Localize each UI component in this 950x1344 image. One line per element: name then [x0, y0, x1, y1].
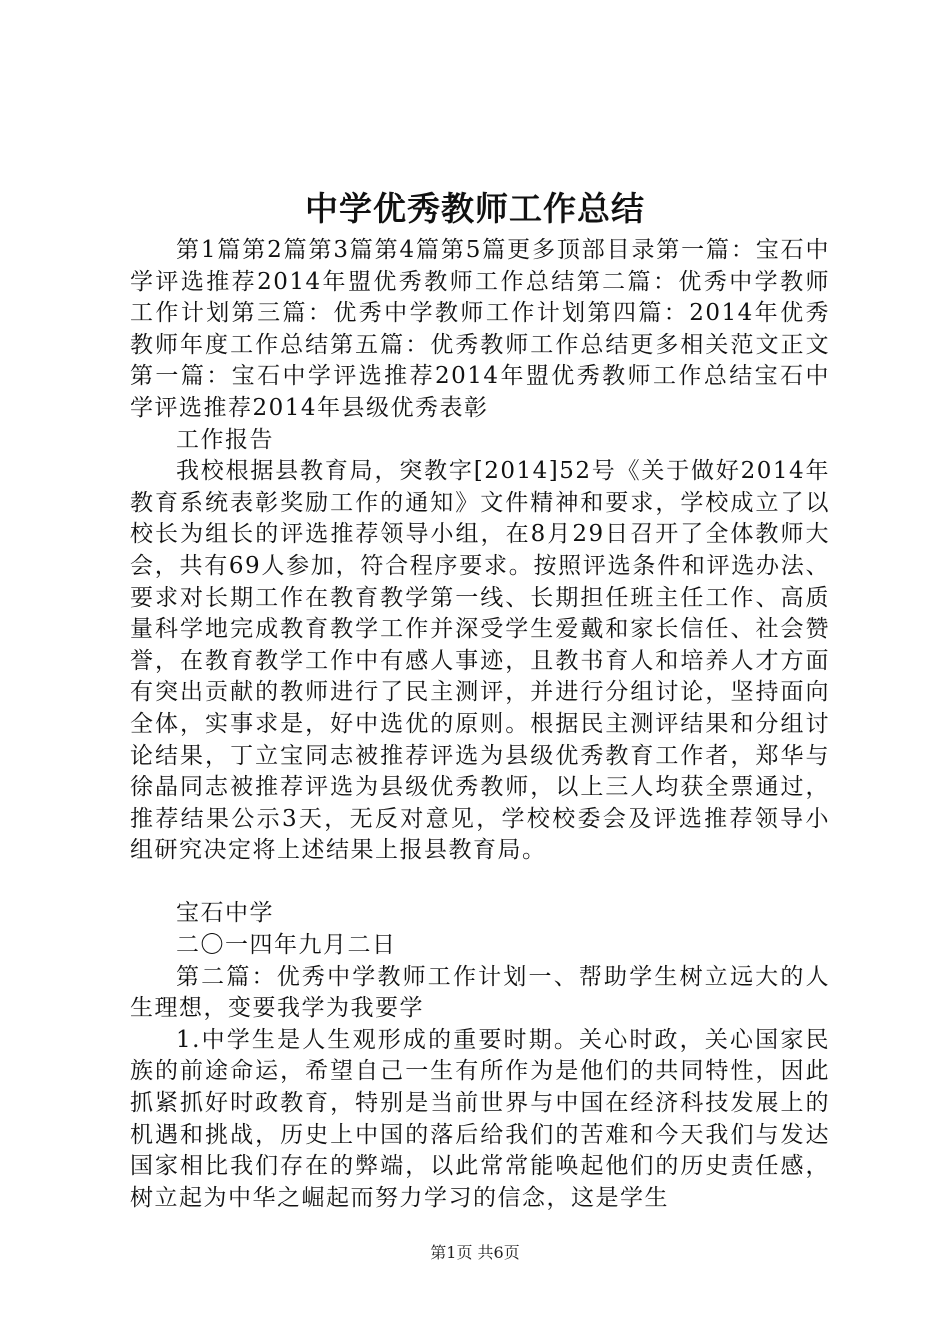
paragraph-report-heading: 工作报告 [176, 426, 274, 453]
document-body [130, 235, 830, 1214]
paragraph-signature-school: 宝石中学 [176, 900, 274, 927]
paragraph-signature-date: 二〇一四年九月二日 [176, 932, 397, 959]
page-number-footer: 第1页 共6页 [430, 1243, 520, 1262]
paragraph-report-body: 我校根据县教育局，突教字[2014]52号《关于做好2014年教育系统表彰奖励工作的通知》文件精神和要求，学校成立了以校长为组长的评选推荐领导小组，在8月29日召开了全体教师大会，共有69人参加，符合程序要求。按照评选条件和评选办法、要求对长期工作在教育教学第一线、长期担任班主任工作、高质量科学地完成教育教学工作并深受学生爱戴和家长信任、社会赞誉，在教育教学工作中有感人事迹，且教书育人和培养人才方面有突出贡献的教师进行了民主测评，并进行分组讨论，坚持面向全体，实事求是，好中选优的原则。根据民主测评结果和分组讨论结果，丁立宝同志被推荐评选为县级优秀教育工作者，郑华与徐晶同志被推荐评选为县级优秀教师，以上三人均获全票通过，推荐结果公示3天，无反对意见，学校校委会及评选推荐领导小组研究决定将上述结果上报县教育局。 [130, 458, 830, 864]
paragraph-second-article-heading: 第二篇：优秀中学教师工作计划一、帮助学生树立远大的人生理想，变要我学为我要学 [130, 963, 830, 1022]
document-title: 中学优秀教师工作总结 [305, 189, 645, 228]
paragraph-second-article-item-1: 1.中学生是人生观形成的重要时期。关心时政，关心国家民族的前途命运，希望自己一生有所作为是他们的共同特性，因此抓紧抓好时政教育，特别是当前世界与中国在经济科技发展上的机遇和挑战，历史上中国的落后给我们的苦难和今天我们与发达国家相比我们存在的弊端，以此常常能唤起他们的历史责任感，树立起为中华之崛起而努力学习的信念，这是学生 [130, 1026, 830, 1211]
paragraph-table-of-contents: 第1篇第2篇第3篇第4篇第5篇更多顶部目录第一篇：宝石中学评选推荐2014年盟优秀教师工作总结第二篇：优秀中学教师工作计划第三篇：优秀中学教师工作计划第四篇：2014年优秀教师年度工作总结第五篇：优秀教师工作总结更多相关范文正文第一篇：宝石中学评选推荐2014年盟优秀教师工作总结宝石中学评选推荐2014年县级优秀表彰 [130, 237, 830, 421]
paragraph-spacer [130, 867, 830, 899]
